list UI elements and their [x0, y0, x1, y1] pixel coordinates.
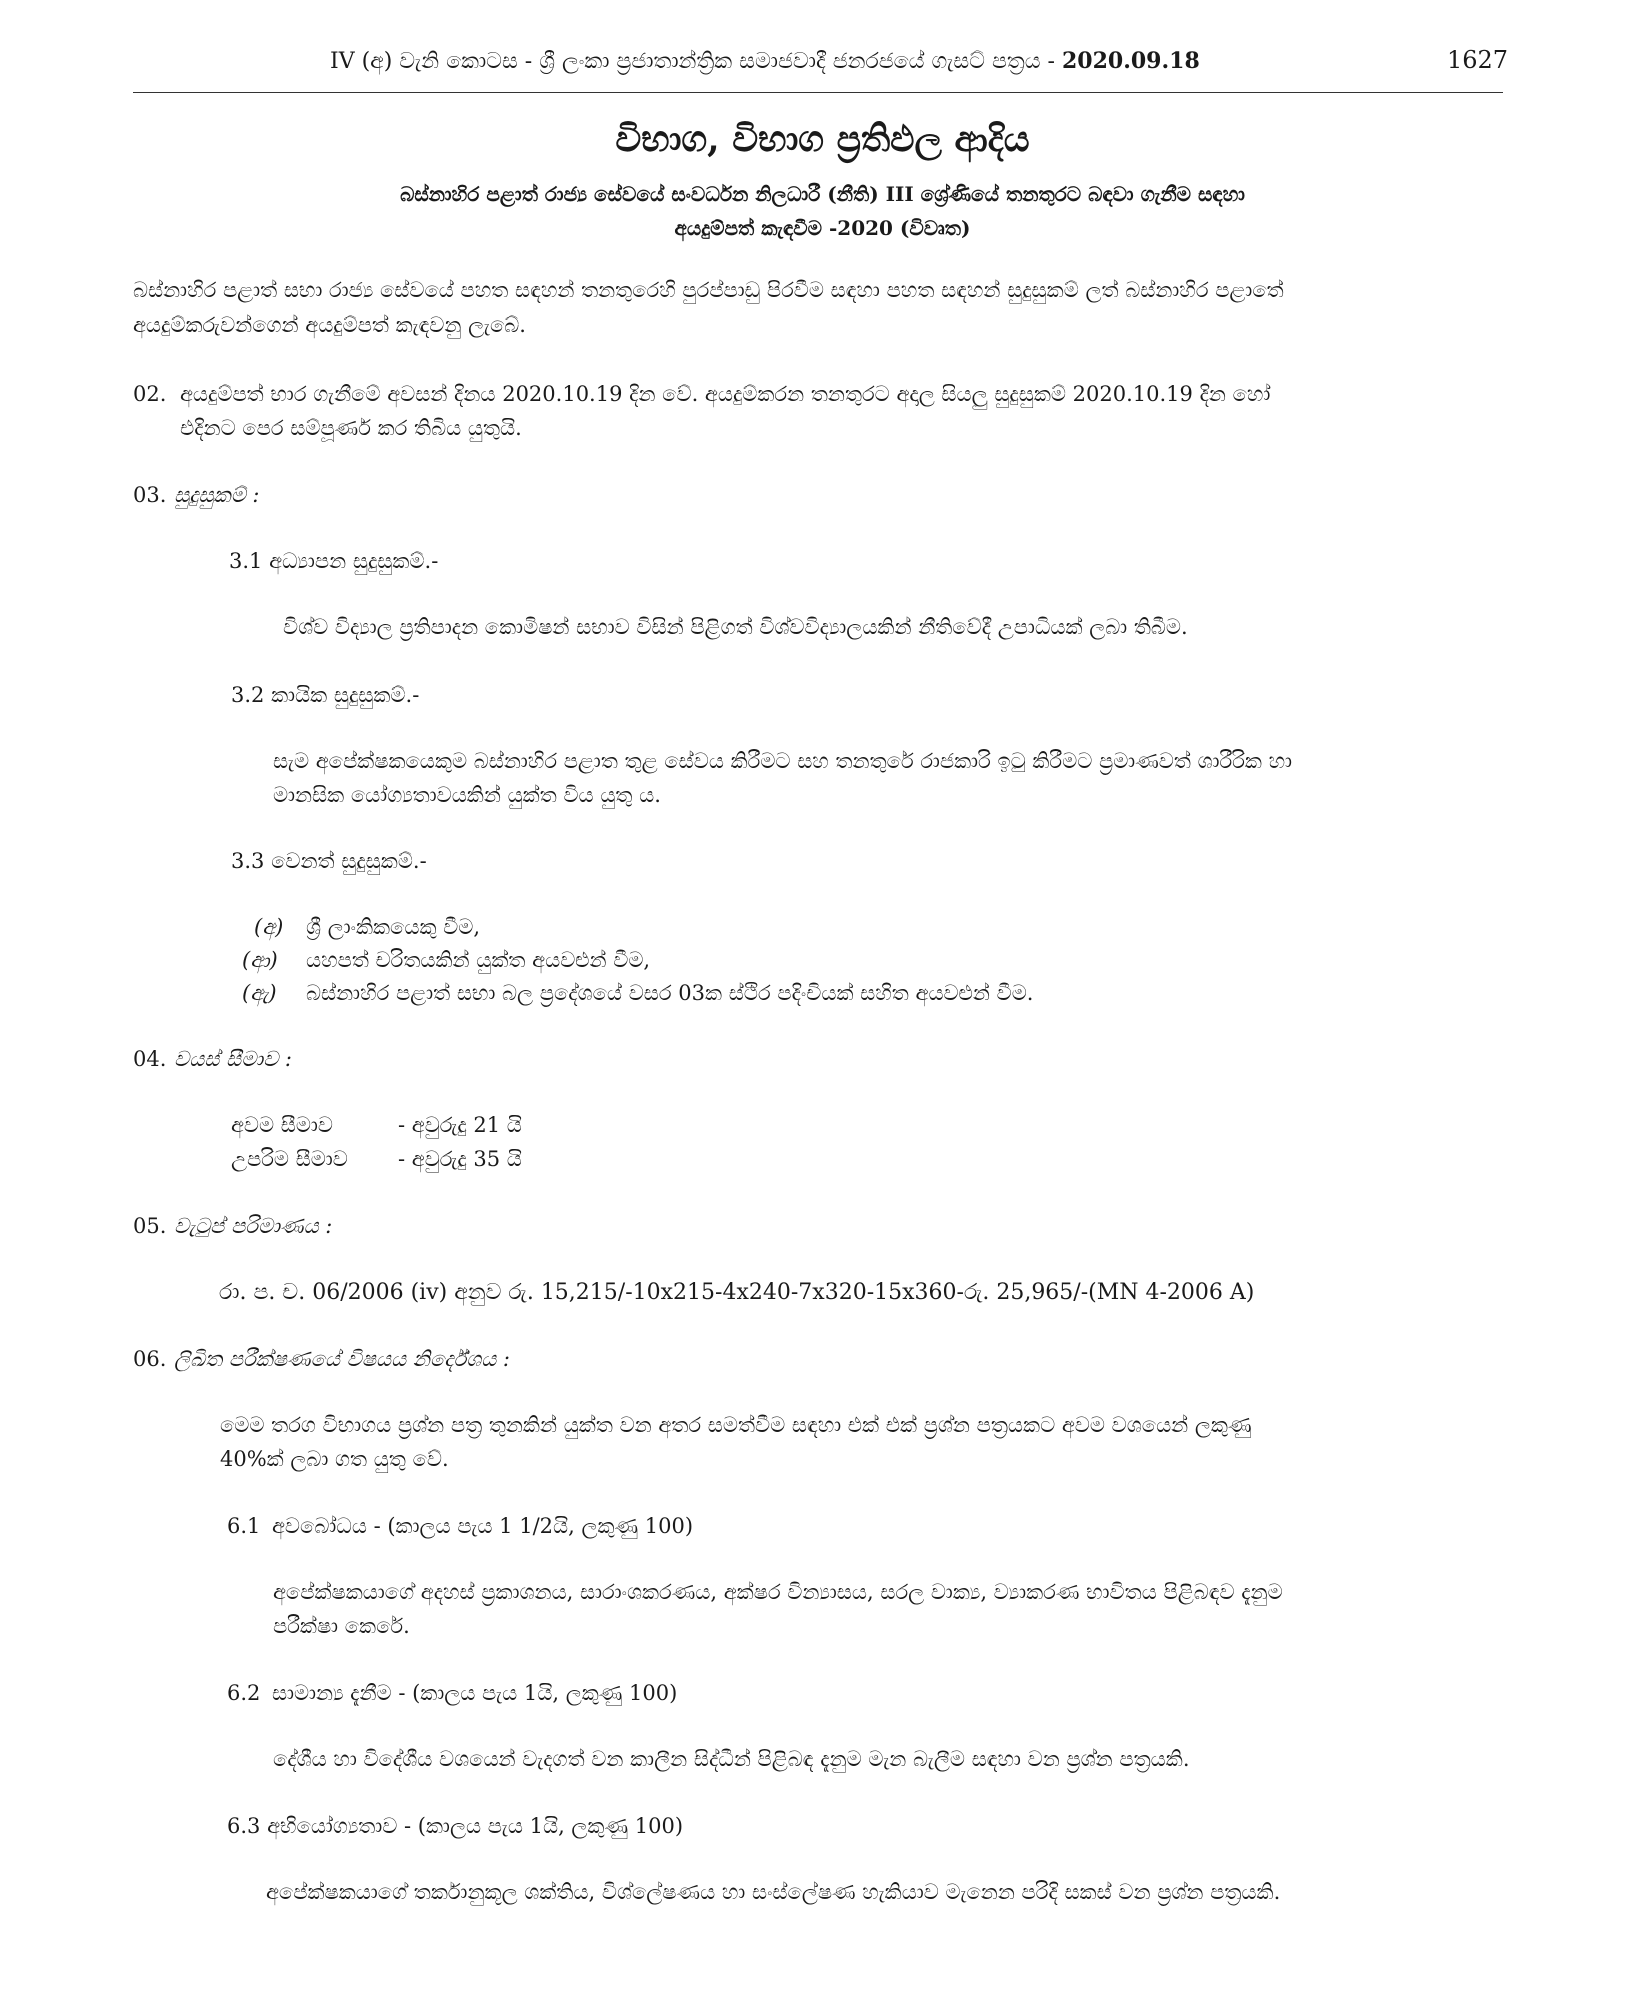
section-06-heading: ලිඛිත පරීක්ෂණයේ විෂයය නිර්දේශය :	[174, 1347, 511, 1371]
section-04-number: 04.	[133, 1047, 167, 1071]
header-date: 2020.09.18	[1061, 48, 1200, 74]
section-02-number: 02.	[133, 382, 167, 406]
section-05-heading: වැටුප් පරිමාණය :	[174, 1214, 333, 1238]
running-header	[330, 48, 1200, 74]
age-max-label: උපරිම සීමාව	[231, 1147, 348, 1171]
header-rule	[133, 92, 1503, 93]
notice-subtitle-line2: අයදුම්පත් කැඳවීම -2020 (විවෘත)	[674, 216, 971, 240]
section-6-1-line1: අපේක්ෂකයාගේ අදහස් ප්‍රකාශනය, සාරාංශකරණය, අක්ෂර වින්‍යාසය, සරල වාක්‍ය, ව්‍යාකරණ භාවිතය පිළිබඳව දැනුම	[273, 1580, 1283, 1604]
running-title: IV (අ) වැනි කොටස - ශ්‍රී ලංකා ප්‍රජාතාන්ත්‍රික සමාජවාදී ජනරජයේ ගැසට් පත්‍රය -	[330, 49, 1055, 74]
section-05-number: 05.	[133, 1214, 167, 1238]
list-item-ae: බස්නාහිර පළාත් සභා බල ප්‍රදේශයේ වසර 03ක ස්ථිර පදිංචියක් සහිත අයවළුන් වීම.	[306, 981, 1034, 1005]
page-number: 1627	[1447, 46, 1509, 74]
section-03-number: 03.	[133, 483, 167, 507]
section-03-heading: සුදුසුකම් :	[174, 483, 260, 507]
section-3-1-text: විශ්ව විද්‍යාල ප්‍රතිපාදන කොමිෂන් සභාව විසින් පිළිගත් විශ්වවිද්‍යාලයකින් නීතිවේදී උපාධියක් ලබා තිබීම.	[283, 615, 1188, 639]
section-3-3-heading: 3.3 වෙනත් සුදුසුකම්.-	[231, 849, 427, 873]
section-02-line2: එදිනට පෙර සම්පූර්ණ කර තිබිය යුතුයි.	[180, 416, 522, 440]
section-title: විභාග, විභාග ප්‍රතිඵල ආදිය	[615, 118, 1030, 160]
section-02-line1: අයදුම්පත් භාර ගැනීමේ අවසන් දිනය 2020.10.19 දින වේ. අයදුම්කරන තනතුරට අදාල සියලු සුදුසුකම් 2020.10.19 දින හෝ	[180, 382, 1271, 406]
list-marker-aa: (ආ)	[242, 948, 278, 972]
list-marker-a: (අ)	[254, 915, 284, 939]
list-marker-ae: (ඇ)	[242, 981, 277, 1005]
age-min-label: අවම සීමාව	[231, 1113, 334, 1137]
salary-scale-text: රා. ප. ච. 06/2006 (iv) අනුව රු. 15,215/-10x215-4x240-7x320-15x360-රු. 25,965/-(MN 4-2006 A)	[219, 1280, 1255, 1305]
list-item-a: ශ්‍රී ලාංකිකයෙකු වීම,	[306, 915, 481, 939]
section-06-intro-line2: 40%ක් ලබා ගත යුතු වේ.	[220, 1447, 449, 1471]
section-6-1-line2: පරීක්ෂා කෙරේ.	[273, 1614, 410, 1638]
list-item-aa: යහපත් චරිතයකින් යුක්ත අයවළුන් වීම,	[306, 948, 651, 972]
section-6-3-heading: 6.3 අභියෝග්‍යතාව - (කාලය පැය 1යි, ලකුණු 100)	[227, 1814, 684, 1838]
section-3-1-heading: 3.1 අධ්‍යාපන සුදුසුකම්.-	[229, 549, 439, 573]
section-06-intro-line1: මෙම තරග විභාගය ප්‍රශ්න පත්‍ර තුනකින් යුක්ත වන අතර සමත්වීම සඳහා එක් එක් ප්‍රශ්න පත්‍රයකට අවම වශයෙන් ලකුණු	[220, 1413, 1252, 1437]
section-3-2-line1: සැම අපේක්ෂකයෙකුම බස්නාහිර පළාත තුළ සේවය කිරීමට සහ තනතුරේ රාජකාරි ඉටු කිරීමට ප්‍රමාණවත් ශාරීරික හා	[273, 749, 1293, 773]
section-3-2-line2: මානසික යෝග්‍යතාවයකින් යුක්ත විය යුතු ය.	[273, 783, 661, 807]
section-6-1-heading: අවබෝධය - (කාලය පැය 1 1/2යි, ලකුණු 100)	[272, 1514, 694, 1538]
section-6-1-number: 6.1	[227, 1514, 261, 1538]
section-6-2-heading: සාමාන්‍ය දැනීම - (කාලය පැය 1යි, ලකුණු 100)	[272, 1681, 678, 1705]
section-6-3-text: අපේක්ෂකයාගේ තර්කානුකූල ශක්තිය, විශ්ලේෂණය හා සංස්ලේෂණ හැකියාව මැනෙන පරිදි සකස් වන ප්‍රශ්න පත්‍රයකි.	[266, 1880, 1281, 1904]
section-3-2-heading: 3.2 කායික සුදුසුකම්.-	[231, 683, 420, 707]
section-04-heading: වයස් සීමාව :	[174, 1047, 292, 1071]
section-6-2-number: 6.2	[227, 1681, 261, 1705]
age-min-value: - අවුරුදු 21 යි	[398, 1113, 522, 1137]
intro-line2: අයදුම්කරුවන්ගෙන් අයදුම්පත් කැඳවනු ලැබේ.	[133, 313, 526, 337]
notice-subtitle-line1: බස්නාහිර පළාත් රාජ්‍ය සේවයේ සංවර්ධන නිලධාරී (නීති) III ශ්‍රේණියේ තනතුරට බඳවා ගැනීම සඳහා	[400, 182, 1245, 206]
section-06-number: 06.	[133, 1347, 167, 1371]
section-6-2-text: දේශීය හා විදේශීය වශයෙන් වැදගත් වන කාලීන සිද්ධීන් පිළිබඳ දැනුම මැන බැලීම සඳහා වන ප්‍රශ්න පත්‍රයකි.	[273, 1747, 1190, 1771]
intro-line1: බස්නාහිර පළාත් සභා රාජ්‍ය සේවයේ පහත සඳහන් තනතුරෙහි පුරප්පාඩු පිරවීම සඳහා පහත සඳහන් සුදුසුකම් ලත් බස්නාහිර පළාතේ	[133, 278, 1284, 302]
age-max-value: - අවුරුදු 35 යි	[398, 1147, 522, 1171]
